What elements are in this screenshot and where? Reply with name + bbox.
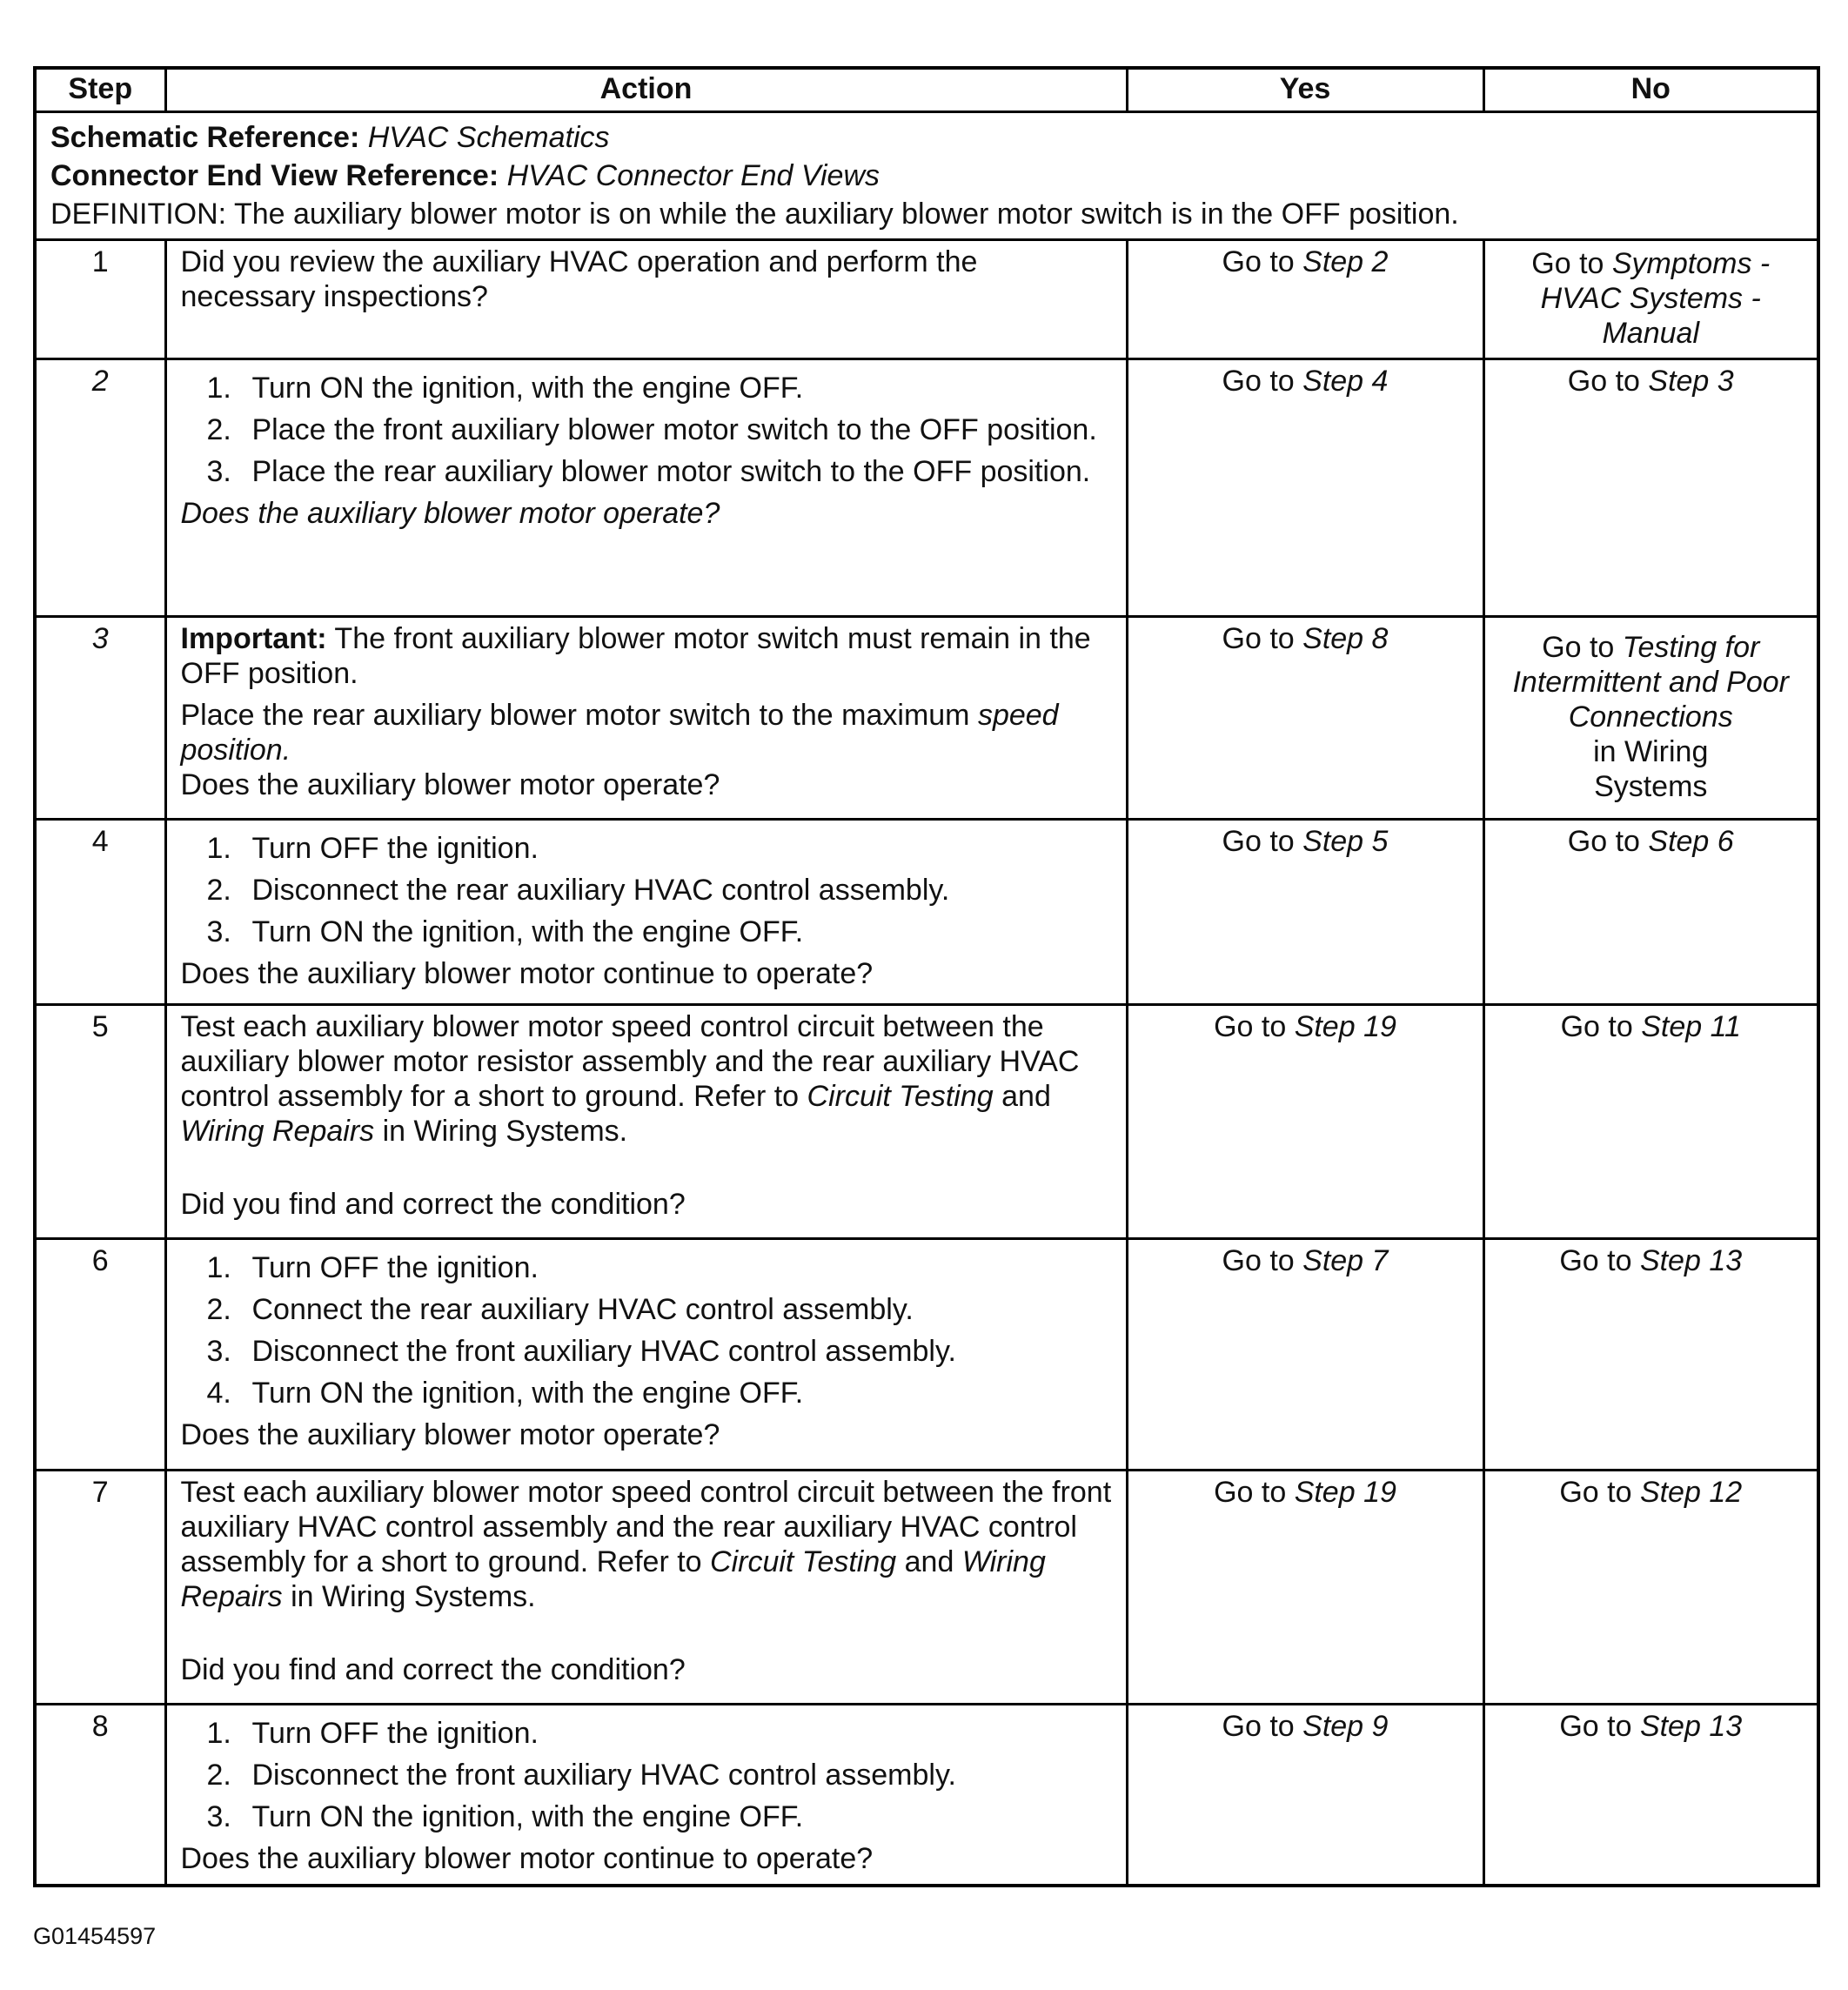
no-suffix: Systems <box>1594 769 1708 803</box>
table-row <box>35 239 1818 358</box>
procedure-item: 3. Place the rear auxiliary blower motor switch to the OFF position. <box>206 454 1091 488</box>
diagnostic-table-container <box>33 66 1817 1887</box>
action-text: Place the rear auxiliary blower motor switch to the maximum speed position. <box>180 698 1059 767</box>
no-link[interactable]: Testing for Intermittent and Poor Connections <box>1512 630 1789 734</box>
no-link[interactable]: Symptoms - HVAC Systems - Manual <box>1540 246 1771 350</box>
yes-link[interactable]: Step 2 <box>1302 245 1389 278</box>
action-cell <box>165 1238 1127 1470</box>
connector-reference <box>50 158 1803 193</box>
table-row <box>35 819 1818 1004</box>
table-row <box>35 1238 1818 1470</box>
table-row <box>35 616 1818 819</box>
no-prefix: Go to <box>1531 246 1612 280</box>
procedure-item: 2. Connect the rear auxiliary HVAC control assembly. <box>206 1292 914 1326</box>
procedure-item: 1. Turn OFF the ignition. <box>206 1250 539 1284</box>
procedure-item: 3. Turn ON the ignition, with the engine OFF. <box>206 915 804 948</box>
no-cell <box>1483 358 1818 616</box>
no-cell <box>1483 239 1818 358</box>
no-link[interactable]: Step 3 <box>1648 364 1734 398</box>
yes-cell <box>1127 1238 1483 1470</box>
procedure-item: 2. Place the front auxiliary blower motor switch to the OFF position. <box>206 412 1097 446</box>
action-question: Did you find and correct the condition? <box>180 1187 686 1221</box>
procedure-item: 1. Turn ON the ignition, with the engine OFF. <box>206 371 804 405</box>
yes-cell <box>1127 1470 1483 1704</box>
schematic-reference-link[interactable]: HVAC Schematics <box>367 120 610 154</box>
yes-link[interactable]: Step 19 <box>1294 1475 1396 1509</box>
yes-prefix: Go to <box>1222 824 1303 858</box>
procedure-list <box>181 831 1112 949</box>
no-cell <box>1483 1238 1818 1470</box>
schematic-reference <box>50 120 1803 155</box>
no-cell <box>1483 1470 1818 1704</box>
action-question: Did you find and correct the condition? <box>180 1652 686 1686</box>
action-question: Does the auxiliary blower motor continue to operate? <box>180 1841 874 1875</box>
header-row <box>35 68 1818 111</box>
yes-link[interactable]: Step 9 <box>1302 1709 1389 1743</box>
table-row <box>35 1704 1818 1886</box>
yes-cell <box>1127 819 1483 1004</box>
no-cell <box>1483 616 1818 819</box>
step-number: 6 <box>35 1238 165 1470</box>
procedure-list <box>181 371 1112 489</box>
no-suffix: in Wiring <box>1593 734 1709 768</box>
yes-cell <box>1127 239 1483 358</box>
circuit-testing-link[interactable]: Circuit Testing <box>710 1544 897 1578</box>
no-cell <box>1483 1004 1818 1238</box>
table-row <box>35 1470 1818 1704</box>
no-prefix: Go to <box>1567 824 1649 858</box>
action-text: Did you review the auxiliary HVAC operation and perform the necessary inspections? <box>180 245 978 313</box>
yes-cell <box>1127 1704 1483 1886</box>
step-number: 1 <box>35 239 165 358</box>
procedure-item: 2. Disconnect the rear auxiliary HVAC control assembly. <box>206 873 950 907</box>
no-link[interactable]: Step 6 <box>1648 824 1734 858</box>
yes-link[interactable]: Step 4 <box>1302 364 1389 398</box>
table-row <box>35 1004 1818 1238</box>
yes-cell <box>1127 1004 1483 1238</box>
procedure-item: 1. Turn OFF the ignition. <box>206 831 539 865</box>
no-cell <box>1483 1704 1818 1886</box>
action-question: Does the auxiliary blower motor continue to operate? <box>180 956 874 990</box>
action-cell <box>165 358 1127 616</box>
definition-text: DEFINITION: The auxiliary blower motor is on while the auxiliary blower motor switch is in the OFF position. <box>50 197 1459 231</box>
important-label: Important: <box>180 621 327 655</box>
procedure-list <box>181 1716 1112 1834</box>
no-prefix: Go to <box>1560 1009 1642 1043</box>
yes-prefix: Go to <box>1222 1709 1303 1743</box>
no-prefix: Go to <box>1559 1709 1640 1743</box>
step-number: 5 <box>35 1004 165 1238</box>
yes-prefix: Go to <box>1214 1475 1295 1509</box>
step-number: 8 <box>35 1704 165 1886</box>
action-question: Does the auxiliary blower motor operate? <box>180 496 720 530</box>
yes-link[interactable]: Step 5 <box>1302 824 1389 858</box>
important-note <box>181 621 1112 691</box>
yes-prefix: Go to <box>1214 1009 1295 1043</box>
no-prefix: Go to <box>1559 1475 1640 1509</box>
step-number: 4 <box>35 819 165 1004</box>
header-step: Step <box>35 68 165 111</box>
no-link[interactable]: Step 13 <box>1639 1709 1743 1743</box>
procedure-item: 3. Turn ON the ignition, with the engine OFF. <box>206 1799 804 1833</box>
no-cell <box>1483 819 1818 1004</box>
action-text: Test each auxiliary blower motor speed control circuit between the front auxiliary HVAC control assembly and the rear auxiliary HVAC control assembly for a short to ground. Refer to Circuit Testing and Wiring Repairs in Wiring Systems. <box>180 1475 1112 1613</box>
circuit-testing-link[interactable]: Circuit Testing <box>807 1079 994 1113</box>
diagnostic-table <box>33 66 1820 1887</box>
yes-link[interactable]: Step 19 <box>1294 1009 1396 1043</box>
header-no: No <box>1483 68 1818 111</box>
step-number: 2 <box>35 358 165 616</box>
action-cell <box>165 1704 1127 1886</box>
procedure-item: 1. Turn OFF the ignition. <box>206 1716 539 1750</box>
action-cell <box>165 616 1127 819</box>
yes-cell <box>1127 358 1483 616</box>
wiring-repairs-link[interactable]: Wiring Repairs <box>180 1544 1046 1613</box>
table-row <box>35 358 1818 616</box>
procedure-item: 3. Disconnect the front auxiliary HVAC control assembly. <box>206 1334 956 1368</box>
no-link[interactable]: Step 13 <box>1639 1243 1743 1277</box>
connector-reference-label: Connector End View Reference: <box>50 158 499 192</box>
action-text: Test each auxiliary blower motor speed control circuit between the auxiliary blower motor resistor assembly and the rear auxiliary HVAC control assembly for a short to ground. Refer to Circuit Testing and Wiring Repairs in Wiring Systems. <box>180 1009 1080 1148</box>
yes-prefix: Go to <box>1222 245 1303 278</box>
action-cell <box>165 819 1127 1004</box>
no-link[interactable]: Step 11 <box>1641 1009 1741 1043</box>
action-cell <box>165 1004 1127 1238</box>
procedure-list <box>181 1250 1112 1410</box>
schematic-reference-label: Schematic Reference: <box>50 120 360 154</box>
yes-link[interactable]: Step 8 <box>1302 621 1389 655</box>
no-prefix: Go to <box>1567 364 1649 398</box>
no-link[interactable]: Step 12 <box>1639 1475 1743 1509</box>
yes-prefix: Go to <box>1222 364 1303 398</box>
reference-cell <box>35 111 1818 239</box>
step-number: 3 <box>35 616 165 819</box>
header-action: Action <box>165 68 1127 111</box>
yes-prefix: Go to <box>1222 621 1303 655</box>
figure-id: G01454597 <box>33 1923 157 1949</box>
connector-reference-link[interactable]: HVAC Connector End Views <box>506 158 880 192</box>
action-cell <box>165 239 1127 358</box>
reference-row <box>35 111 1818 239</box>
action-question: Does the auxiliary blower motor operate? <box>180 1417 720 1451</box>
procedure-item: 4. Turn ON the ignition, with the engine OFF. <box>206 1376 804 1410</box>
header-yes: Yes <box>1127 68 1483 111</box>
action-cell <box>165 1470 1127 1704</box>
step-number: 7 <box>35 1470 165 1704</box>
action-question: Does the auxiliary blower motor operate? <box>180 767 720 801</box>
procedure-item: 2. Disconnect the front auxiliary HVAC control assembly. <box>206 1758 956 1792</box>
no-prefix: Go to <box>1559 1243 1640 1277</box>
wiring-repairs-link[interactable]: Wiring Repairs <box>180 1114 375 1148</box>
important-text: The front auxiliary blower motor switch must remain in the OFF position. <box>180 621 1091 690</box>
yes-cell <box>1127 616 1483 819</box>
yes-prefix: Go to <box>1222 1243 1303 1277</box>
yes-link[interactable]: Step 7 <box>1302 1243 1389 1277</box>
no-prefix: Go to <box>1542 630 1623 664</box>
